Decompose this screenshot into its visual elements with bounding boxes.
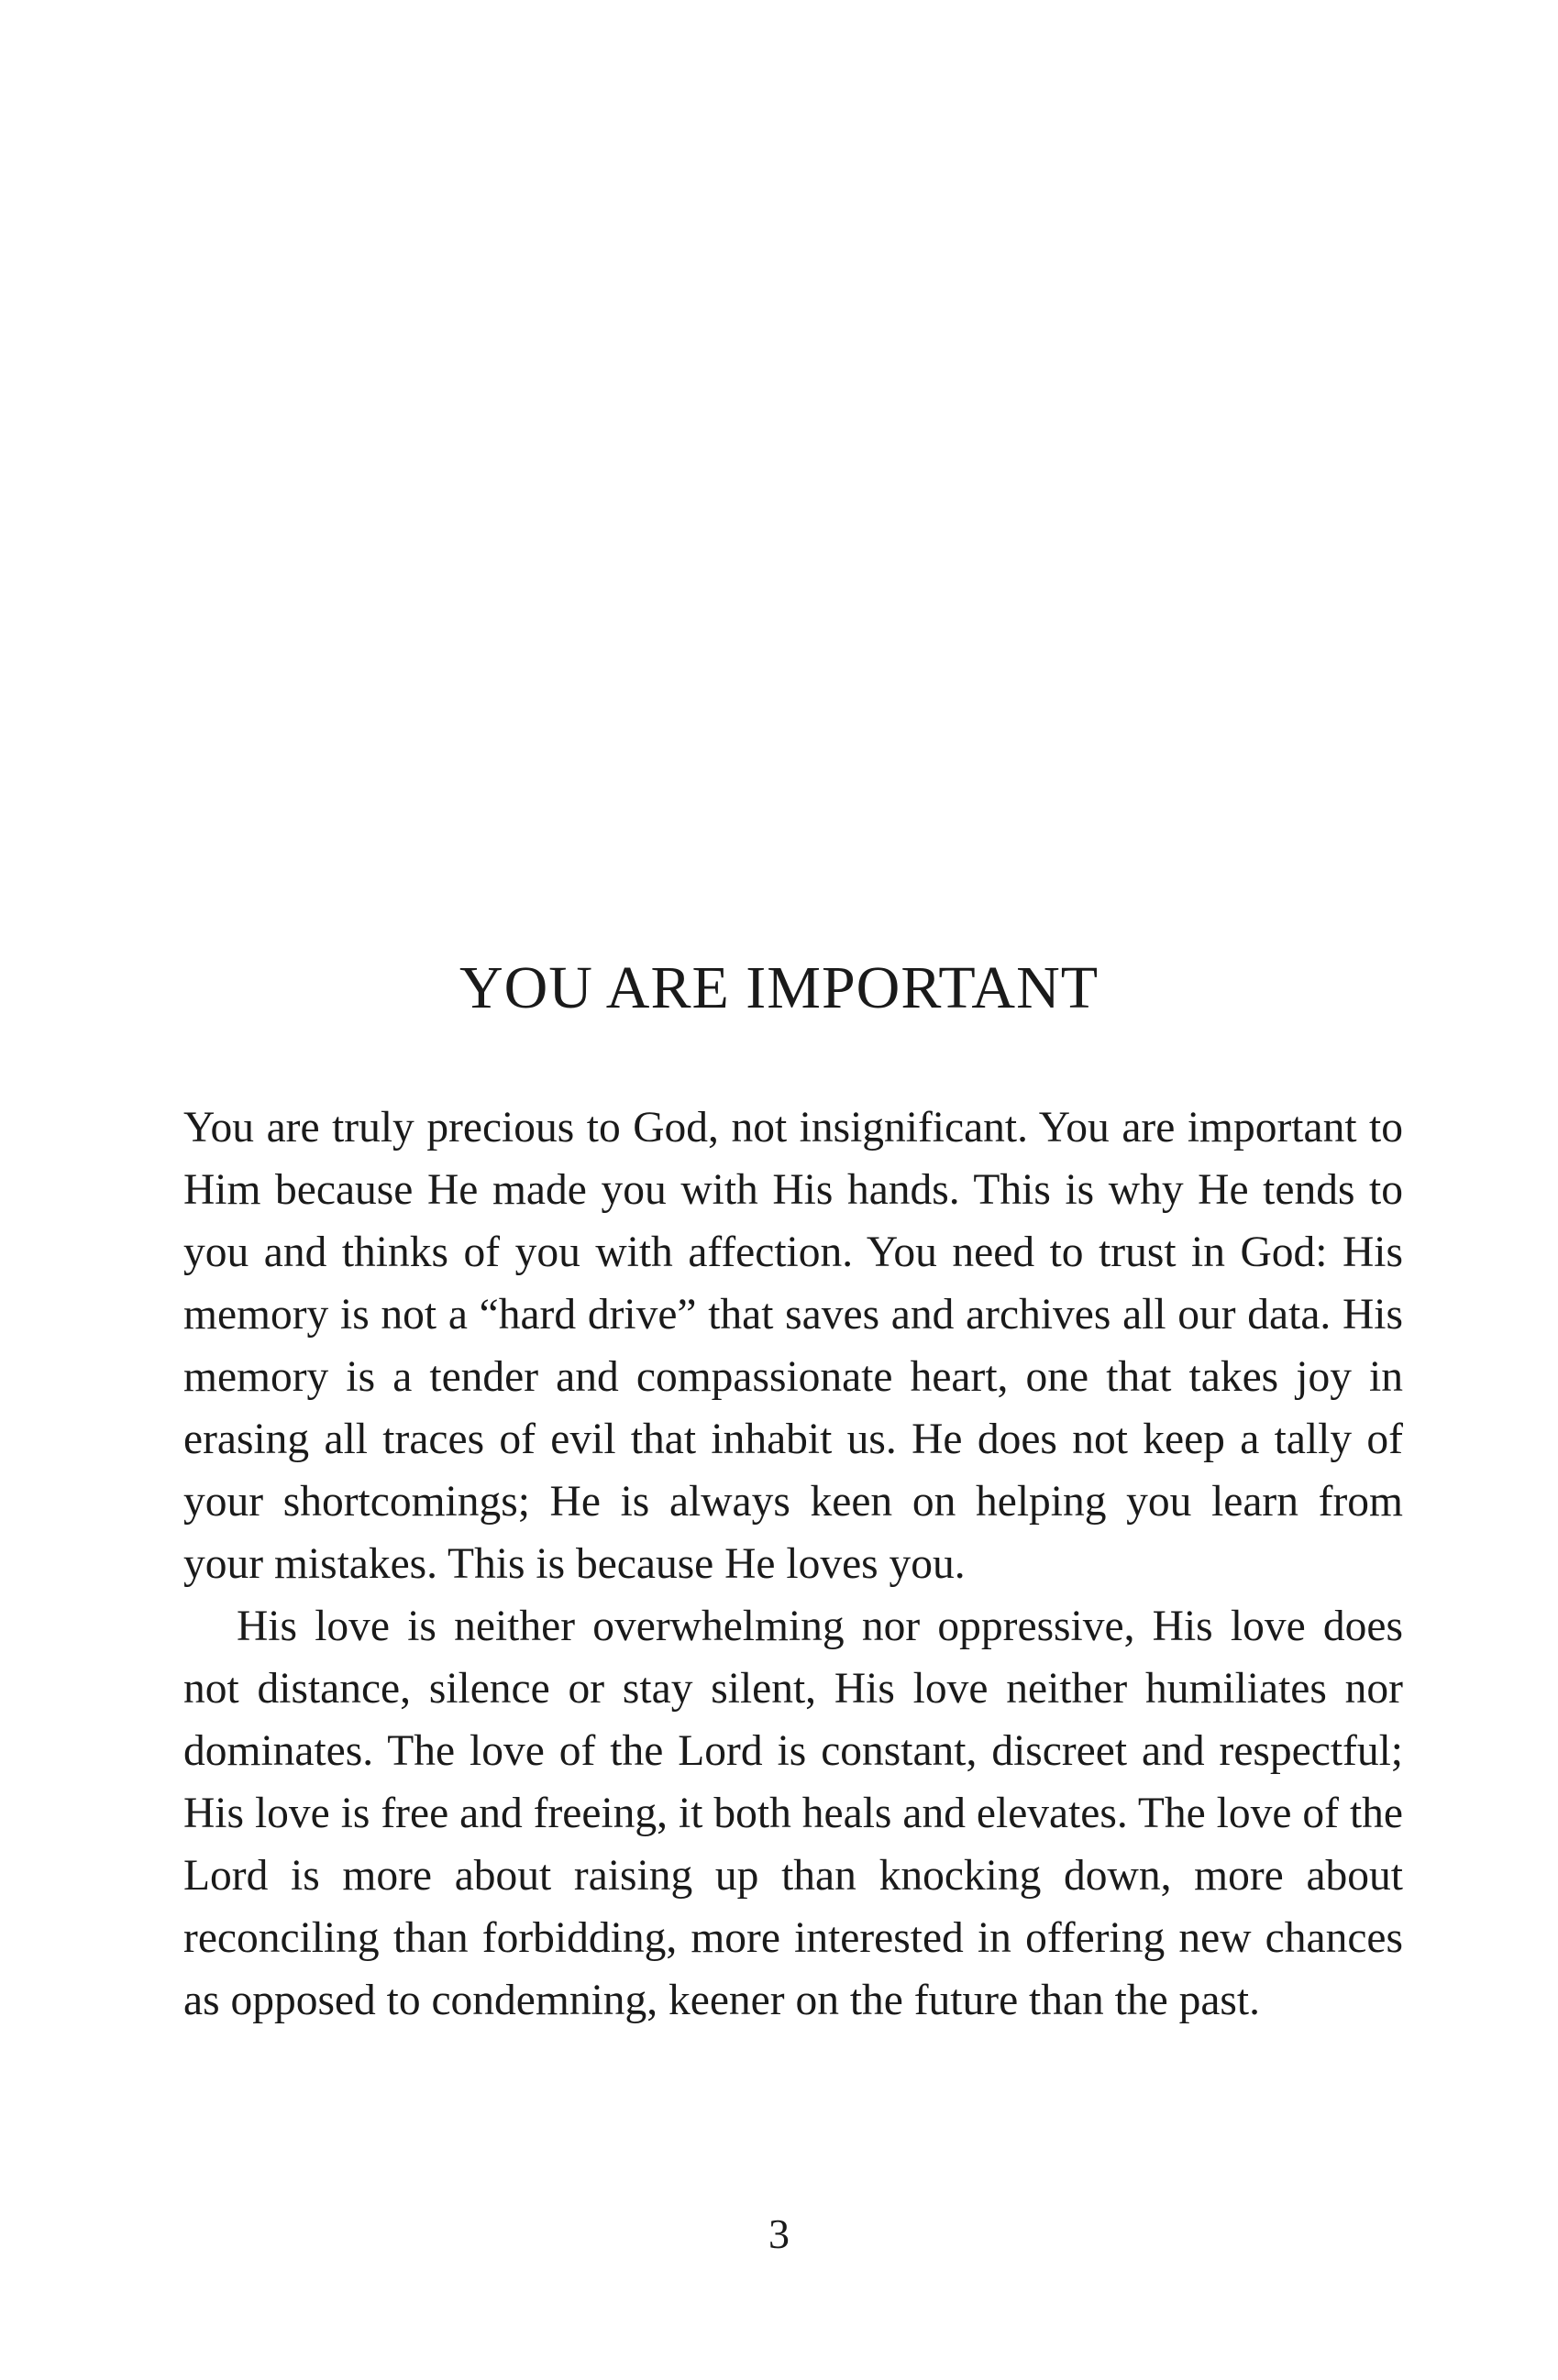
paragraph-1: You are truly precious to God, not insignificant. You are important to Him because He made you with His hands. This is why He tends to you and thinks of you with affection. You need to trust in God: His memory is not a “hard drive” that saves and archives all our data. His memory is a tender and compassionate heart, one that takes joy in erasing all traces of evil that inhabit us. He does not keep a tally of your shortcomings; He is always keen on helping you learn from your mistakes. This is because He loves you.: [183, 1104, 1403, 1588]
chapter-body: [183, 1096, 1403, 2032]
page-number: 3: [768, 2210, 790, 2257]
paragraph-2: His love is neither overwhelming nor oppressive, His love does not distance, silence or stay silent, His love neither humiliates nor dominates. The love of the Lord is constant, discreet and respectful; His love is free and freeing, it both heals and elevates. The love of the Lord is more about raising up than knocking down, more about reconciling than forbidding, more interested in offering new chances as opposed to condemning, keener on the future than the past.: [183, 1603, 1403, 2024]
chapter-title: YOU ARE IMPORTANT: [459, 954, 1099, 1021]
